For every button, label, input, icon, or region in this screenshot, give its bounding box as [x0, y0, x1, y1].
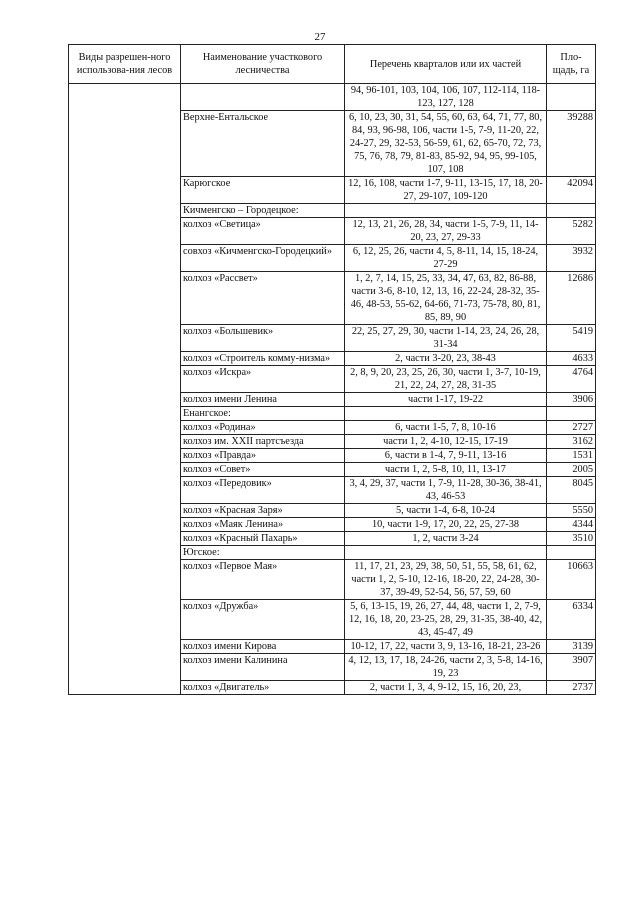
forestry-name-cell: Енангское: [181, 407, 345, 421]
forestry-table [68, 44, 596, 695]
forestry-name-cell: колхоз «Правда» [181, 449, 345, 463]
area-cell: 6334 [547, 600, 596, 640]
quarters-cell: 11, 17, 21, 23, 29, 38, 50, 51, 55, 58, 61, 62, части 1, 2, 5-10, 12-16, 18-20, 22, 24-28, 30-37, 39-49, 52-54, 56, 57, 59, 60 [345, 560, 547, 600]
quarters-cell: 1, 2, 7, 14, 15, 25, 33, 34, 47, 63, 82, 86-88, части 3-6, 8-10, 12, 13, 16, 22-24, 28-32, 35-46, 48-53, 55-62, 64-66, 71-73, 75-78, 80, 81, 85, 89, 90 [345, 272, 547, 325]
quarters-cell: 6, 10, 23, 30, 31, 54, 55, 60, 63, 64, 71, 77, 80, 84, 93, 96-98, 106, части 1-5, 7-9, 11-20, 22, 24-27, 29, 32-53, 56-59, 61, 62, 65-70, 72, 73, 75, 76, 78, 79, 81-83, 85-92, 94, 95, 99-105, 107, 108 [345, 111, 547, 177]
area-cell: 39288 [547, 111, 596, 177]
quarters-cell: 4, 12, 13, 17, 18, 24-26, части 2, 3, 5-8, 14-16, 19, 23 [345, 654, 547, 681]
table-header-row [69, 45, 596, 84]
forestry-name-cell: колхоз «Совет» [181, 463, 345, 477]
quarters-cell: 10, части 1-9, 17, 20, 22, 25, 27-38 [345, 518, 547, 532]
area-cell [547, 204, 596, 218]
header-area: Пло-щадь, га [547, 45, 596, 84]
area-cell: 12686 [547, 272, 596, 325]
area-cell: 42094 [547, 177, 596, 204]
quarters-cell: 1, 2, части 3-24 [345, 532, 547, 546]
area-cell: 5282 [547, 218, 596, 245]
area-cell: 3510 [547, 532, 596, 546]
area-cell: 8045 [547, 477, 596, 504]
header-forestry-name: Наименование участкового лесничества [181, 45, 345, 84]
usage-type-cell [69, 84, 181, 695]
forestry-name-cell: колхоз «Рассвет» [181, 272, 345, 325]
quarters-cell [345, 204, 547, 218]
forestry-name-cell: колхоз «Строитель комму-низма» [181, 352, 345, 366]
forestry-name-cell: колхоз «Родина» [181, 421, 345, 435]
forestry-name-cell: колхоз «Большевик» [181, 325, 345, 352]
quarters-cell: 22, 25, 27, 29, 30, части 1-14, 23, 24, 26, 28, 31-34 [345, 325, 547, 352]
forestry-name-cell: совхоз «Кичменгско-Городецкий» [181, 245, 345, 272]
area-cell: 3932 [547, 245, 596, 272]
quarters-cell: 10-12, 17, 22, части 3, 9, 13-16, 18-21, 23-26 [345, 640, 547, 654]
quarters-cell: 6, 12, 25, 26, части 4, 5, 8-11, 14, 15, 18-24, 27-29 [345, 245, 547, 272]
quarters-cell: 5, части 1-4, 6-8, 10-24 [345, 504, 547, 518]
forestry-name-cell: колхоз имени Калинина [181, 654, 345, 681]
quarters-cell: 94, 96-101, 103, 104, 106, 107, 112-114, 118-123, 127, 128 [345, 84, 547, 111]
forestry-name-cell: Югское: [181, 546, 345, 560]
forestry-name-cell: колхоз «Красная Заря» [181, 504, 345, 518]
area-cell: 3907 [547, 654, 596, 681]
area-cell: 2737 [547, 681, 596, 695]
table-row [69, 84, 596, 111]
area-cell: 1531 [547, 449, 596, 463]
page-number: 27 [314, 31, 326, 43]
quarters-cell: части 1, 2, 4-10, 12-15, 17-19 [345, 435, 547, 449]
quarters-cell: 6, части 1-5, 7, 8, 10-16 [345, 421, 547, 435]
area-cell: 4764 [547, 366, 596, 393]
header-usage-type: Виды разрешен-ного использова-ния лесов [69, 45, 181, 84]
forestry-name-cell: колхоз «Двигатель» [181, 681, 345, 695]
area-cell: 3139 [547, 640, 596, 654]
quarters-cell: 2, части 1, 3, 4, 9-12, 15, 16, 20, 23, [345, 681, 547, 695]
quarters-cell: 3, 4, 29, 37, части 1, 7-9, 11-28, 30-36, 38-41, 43, 46-53 [345, 477, 547, 504]
area-cell: 2005 [547, 463, 596, 477]
forestry-name-cell: Кичменгско – Городецкое: [181, 204, 345, 218]
area-cell: 3162 [547, 435, 596, 449]
quarters-cell [345, 407, 547, 421]
forestry-name-cell: колхоз имени Ленина [181, 393, 345, 407]
area-cell: 2727 [547, 421, 596, 435]
quarters-cell [345, 546, 547, 560]
forestry-name-cell: колхоз им. XXII партсъезда [181, 435, 345, 449]
forestry-name-cell: колхоз «Светица» [181, 218, 345, 245]
quarters-cell: 12, 13, 21, 26, 28, 34, части 1-5, 7-9, 11, 14-20, 23, 27, 29-33 [345, 218, 547, 245]
area-cell: 3906 [547, 393, 596, 407]
area-cell: 4344 [547, 518, 596, 532]
quarters-cell: 6, части в 1-4, 7, 9-11, 13-16 [345, 449, 547, 463]
forestry-name-cell: колхоз «Передовик» [181, 477, 345, 504]
area-cell: 4633 [547, 352, 596, 366]
forestry-name-cell: колхоз «Красный Пахарь» [181, 532, 345, 546]
quarters-cell: 2, 8, 9, 20, 23, 25, 26, 30, части 1, 3-7, 10-19, 21, 22, 24, 27, 28, 31-35 [345, 366, 547, 393]
quarters-cell: 12, 16, 108, части 1-7, 9-11, 13-15, 17, 18, 20-27, 29-107, 109-120 [345, 177, 547, 204]
quarters-cell: 2, части 3-20, 23, 38-43 [345, 352, 547, 366]
area-cell: 5550 [547, 504, 596, 518]
area-cell: 10663 [547, 560, 596, 600]
table-body [69, 84, 596, 695]
area-cell [547, 546, 596, 560]
forestry-name-cell: колхоз «Маяк Ленина» [181, 518, 345, 532]
forestry-name-cell: колхоз «Искра» [181, 366, 345, 393]
forestry-name-cell: Верхне-Ентальское [181, 111, 345, 177]
header-quarters-list: Перечень кварталов или их частей [345, 45, 547, 84]
quarters-cell: части 1-17, 19-22 [345, 393, 547, 407]
forestry-name-cell: колхоз «Дружба» [181, 600, 345, 640]
forestry-name-cell [181, 84, 345, 111]
forestry-name-cell: колхоз «Первое Мая» [181, 560, 345, 600]
forestry-name-cell: колхоз имени Кирова [181, 640, 345, 654]
area-cell: 5419 [547, 325, 596, 352]
area-cell [547, 84, 596, 111]
area-cell [547, 407, 596, 421]
quarters-cell: 5, 6, 13-15, 19, 26, 27, 44, 48, части 1, 2, 7-9, 12, 16, 18, 20, 23-25, 28, 29, 31-35, 38-40, 42, 43, 45-47, 49 [345, 600, 547, 640]
quarters-cell: части 1, 2, 5-8, 10, 11, 13-17 [345, 463, 547, 477]
forestry-name-cell: Карюгское [181, 177, 345, 204]
